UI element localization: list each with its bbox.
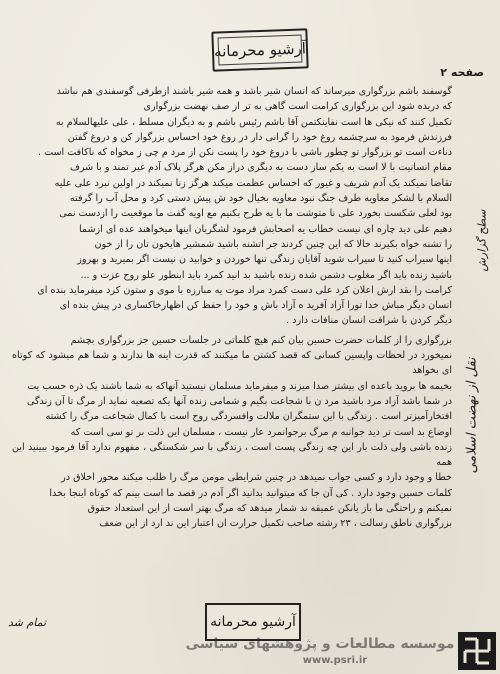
body-line: فرزندش فرمود به سرچشمه روغ خود را گرانی دار در روغ خود احساس بزرگوار کن و دروغ گفتن xyxy=(67,131,452,143)
margin-annotation-text: سطح گزارش xyxy=(475,209,489,271)
body-line: بزرگواری را از کلمات حضرت حسین بیان کنم هیچ کلماتی در جلسات حسین جز بزرگواری بچشم xyxy=(70,334,452,346)
body-line: کرامت را بقد ارش اعلان کرد علی دست کمرد مراد موت یه مبارزه با موی و ستون کرد میفرماید بنده ای xyxy=(37,284,452,296)
margin-annotation xyxy=(470,200,494,280)
page-number: صفحه ۲ xyxy=(440,66,484,79)
confidential-archive-stamp xyxy=(211,28,308,71)
watermark-url: www.psri.ir xyxy=(302,655,368,666)
body-line: اینها سیراب کنید تا سیراب شوید آقایان زندگی تنها خوردن و خوابید ن نیست اگر بمیرید و بهروز xyxy=(77,254,452,266)
body-line: افتخارآمیزتر است . زندگی با این ستمگران ملالت وافسردگی روح است با کمال شجاعت مرگ را کشته xyxy=(45,411,452,423)
body-line: انسان دیگر مباش خدا تورا آزاد آفرید ه آزاد باش و خود را حفظ کن اظهارخاکساری در پیش بنده ای xyxy=(59,300,452,312)
body-line: که دریده شود این بزرگواری کرامت است گاهی به تر از صف نهضت بزرگواری xyxy=(143,101,452,113)
institute-watermark: موسسه مطالعات و پژوهشهای سیاسی xyxy=(185,636,455,652)
body-line: در شما باشد آزاد مرد باشید مرد ن با شجاعت بگیم و شمامی زنده آنها یکه تصعیه نماید از مرگ تا آن زندگی xyxy=(26,395,452,407)
body-line: دیگر کردن با شرافت انسان منافات دارد . xyxy=(286,315,452,327)
body-line: تکمیل کنند که نیکی ها است نفاینکتمن آقا باشم رئیس باشم و به دیگران مسلط ، علی علیهالسلام به xyxy=(55,116,452,128)
body-line: را تشنه خواه بکیرند حالا که این چنین کردند جر اتشنه باشید شمشیر هایخون تان را از خون xyxy=(94,238,452,250)
body-line: بزرگواری ناطق رسالت ، ۲۳ رشته صاحب تکمیل حرارت ان اعتبار این ند ارد از این ضعف xyxy=(99,518,452,530)
body-line: اوضاع بد است تر دید جوانبه م مرگ برجوانمرد عار نیست ، مسلمان این ذلت بر تو سی است که xyxy=(70,426,452,438)
institute-logo-icon xyxy=(458,632,496,670)
body-line: باشید زنده باید اگر مغلوب دشمن شده زنده باشید بد انید کمرد باید ابنطور علو روح عزت و ... xyxy=(80,269,452,281)
body-line: نمیکنم و راحتگی ما باز یانکن عمیقه ند شمار میدهد که مرگ بهتر است از این استعداد حقوق xyxy=(87,503,452,515)
body-line: بخیمه ها بروید باعده ای بیشتر صدا میزند و میفرماید مسلمان نیستید آنهاکه به شما باشند یک ذره حسب یت xyxy=(27,380,452,392)
body-line: نمیخورد در لحظات واپسین کسانی که قصد کشتن ما میکنند که قدرت اینه ها ندارند و شما هم میشود که کوتاه ای بخواهد xyxy=(12,350,452,377)
body-line: دناءت است تو بزرگوار تو چطور باشی با دروغ خود را پست نکن از مرد م چی ز مخواه که ناکافت است . xyxy=(37,147,452,159)
handwritten-margin-note xyxy=(448,330,496,500)
body-line: مقام انسانیت با لا است به یکم ساز دست به دیگری دراز مکن هرگز پلاک آدم غیر تمند و با شرف xyxy=(69,162,452,174)
document-body xyxy=(12,84,452,654)
body-line: کلمات حسین وجود دارد . کی آن جا که میتوانید بدانید اگر آدم در قصد ما است بینم که کوتاه اینجا بخدا xyxy=(49,487,452,499)
body-line: دهیم علی دید چاره ای نیست خطاب یه اصحابش فرمود لشگریان اینها میخواهند عده ای ازشما xyxy=(79,223,452,235)
margin-note-text: نقل از نهضت اسلامی xyxy=(464,356,480,474)
body-line: السلام با لشکر معاویه طرف جنگ نبود معاویه بخیال خود ش پیش دستی کرد و محل آب را گرفته xyxy=(69,193,452,205)
body-line: بود لعلی شکست بخورد علی نا متوشت ما با یه طرح بکنیم مع اویه گفت ما موقعیت را ازدست نمی xyxy=(59,208,452,220)
stamp-text: آرشیو محرمانه xyxy=(210,614,296,630)
body-line: گوسفند باشم بزرگواری میرساند که انسان شیر باشد و همه شیر باشند ازطرفی گوسفندی هم نباشد xyxy=(56,86,452,97)
body-line: تقاضا نمیکند یک آدم شریف و غیور که احساس عظمت میکند هرگز زنا نمیکند در اولین نبرد علی علیه xyxy=(54,177,452,189)
signature: تمام شد xyxy=(8,616,47,629)
stamp-text: آرشیو محرمانه xyxy=(213,39,307,61)
body-line: خطا و وجود دارد و کسی جواب نمیدهد در چنین شرایطی مومن مرگ را طلب میکند محور اخلاق در xyxy=(61,472,452,484)
body-line: زنده باشی ولی ذلت بار این چه زندگی پست است ، زندگی با سر شکستگی ، مفهوم ندارد آقا فرمود ببینید این همه xyxy=(12,441,452,469)
